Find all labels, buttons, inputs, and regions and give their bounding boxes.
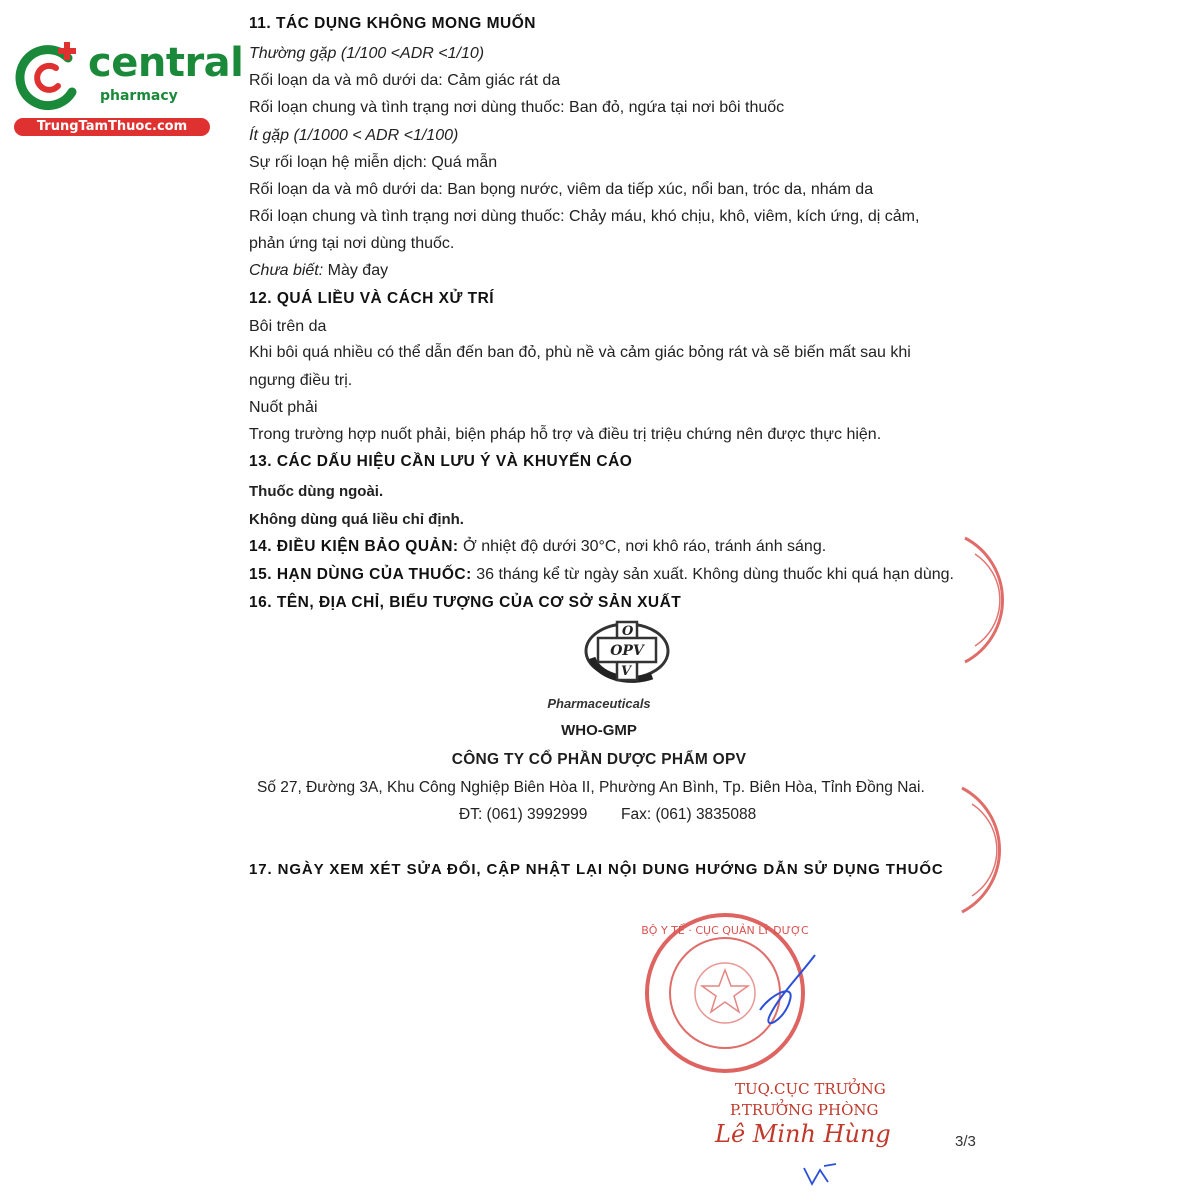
company-fax: Fax: (061) 3835088 bbox=[621, 806, 757, 823]
opv-letters: OPV bbox=[610, 643, 644, 659]
logo-sub: pharmacy bbox=[100, 88, 178, 104]
company-phone: ĐT: (061) 3992999 bbox=[459, 806, 588, 823]
storage-text: Ở nhiệt độ dưới 30°C, nơi khô ráo, tránh ánh sáng. bbox=[458, 538, 827, 555]
unknown-text: Mày đay bbox=[323, 262, 389, 279]
swallow-label: Nuốt phải bbox=[249, 399, 318, 416]
signature-stroke bbox=[740, 940, 860, 1060]
warning-line-2: Không dùng quá liều chỉ định. bbox=[249, 511, 464, 528]
company-name: CÔNG TY CỔ PHẦN DƯỢC PHẨM OPV bbox=[451, 751, 747, 768]
ministry-stamp-text: BỘ Y TẾ · CỤC QUẢN LÝ DƯỢC bbox=[641, 924, 809, 937]
company-address: Số 27, Đường 3A, Khu Công Nghiệp Biên Hòa II, Phường An Bình, Tp. Biên Hòa, Tỉnh Đồng Nai. bbox=[257, 779, 925, 796]
approval-line-1: TUQ.CỤC TRƯỞNG bbox=[735, 1080, 886, 1098]
initial-mark bbox=[800, 1160, 840, 1190]
uncommon-frequency-label: Ít gặp (1/1000 < ADR <1/100) bbox=[249, 127, 459, 144]
topical-label: Bôi trên da bbox=[249, 318, 327, 335]
section-11-heading: 11. TÁC DỤNG KHÔNG MONG MUỐN bbox=[249, 15, 536, 32]
unknown-label: Chưa biết: bbox=[249, 262, 324, 279]
section-17-heading: 17. NGÀY XEM XÉT SỬA ĐỔI, CẬP NHẬT LẠI NỘI DUNG HƯỚNG DẪN SỬ DỤNG THUỐC bbox=[249, 861, 944, 878]
uncommon-effect-3a: Rối loạn chung và tình trạng nơi dùng thuốc: Chảy máu, khó chịu, khô, viêm, kích ứng, dị cảm, bbox=[249, 208, 920, 225]
opv-logo-icon bbox=[582, 618, 672, 684]
central-pharmacy-logo bbox=[10, 38, 244, 138]
opv-letter-o: O bbox=[622, 624, 634, 639]
section-14-heading: 14. ĐIỀU KIỆN BẢO QUẢN: bbox=[249, 538, 459, 555]
section-16-heading: 16. TÊN, ĐỊA CHỈ, BIỂU TƯỢNG CỦA CƠ SỞ SẢN XUẤT bbox=[249, 594, 682, 611]
approval-line-2: P.TRƯỞNG PHÒNG bbox=[730, 1101, 879, 1119]
signer-name: Lê Minh Hùng bbox=[715, 1120, 891, 1148]
side-stamp-bottom bbox=[952, 780, 1012, 920]
side-stamp-top bbox=[955, 530, 1015, 670]
gmp-label: WHO-GMP bbox=[561, 722, 637, 739]
uncommon-effect-2: Rối loạn da và mô dưới da: Ban bọng nước, viêm da tiếp xúc, nổi ban, tróc da, nhám da bbox=[249, 181, 874, 198]
section-13-heading: 13. CÁC DẤU HIỆU CẦN LƯU Ý VÀ KHUYẾN CÁO bbox=[249, 453, 633, 470]
section-15-heading: 15. HẠN DÙNG CỦA THUỐC: bbox=[249, 566, 472, 583]
section-12-heading: 12. QUÁ LIỀU VÀ CÁCH XỬ TRÍ bbox=[249, 290, 495, 307]
logo-brand: central bbox=[88, 40, 244, 86]
opv-letter-v: V bbox=[621, 664, 632, 679]
common-frequency-label: Thường gặp (1/100 <ADR <1/10) bbox=[249, 45, 485, 62]
central-logo-icon bbox=[10, 38, 90, 118]
opv-caption: Pharmaceuticals bbox=[547, 696, 651, 711]
shelf-life-text: 36 tháng kể từ ngày sản xuất. Không dùng thuốc khi quá hạn dùng. bbox=[471, 566, 954, 583]
common-effect-2: Rối loạn chung và tình trạng nơi dùng thuốc: Ban đỏ, ngứa tại nơi bôi thuốc bbox=[249, 99, 785, 116]
unknown-frequency bbox=[249, 261, 388, 281]
logo-site: TrungTamThuoc.com bbox=[14, 118, 210, 136]
common-effect-1: Rối loạn da và mô dưới da: Cảm giác rát da bbox=[249, 72, 561, 89]
topical-text-b: ngưng điều trị. bbox=[249, 372, 353, 389]
swallow-text: Trong trường hợp nuốt phải, biện pháp hỗ trợ và điều trị triệu chứng nên được thực hiện. bbox=[249, 426, 882, 443]
section-14 bbox=[249, 537, 826, 557]
uncommon-effect-1: Sự rối loạn hệ miễn dịch: Quá mẫn bbox=[249, 154, 498, 171]
page-number: 3/3 bbox=[955, 1133, 976, 1150]
section-15 bbox=[249, 565, 954, 585]
uncommon-effect-3b: phản ứng tại nơi dùng thuốc. bbox=[249, 235, 455, 252]
warning-line-1: Thuốc dùng ngoài. bbox=[249, 483, 384, 500]
topical-text-a: Khi bôi quá nhiều có thể dẫn đến ban đỏ, phù nề và cảm giác bỏng rát và sẽ biến mất sau khi bbox=[249, 344, 911, 361]
